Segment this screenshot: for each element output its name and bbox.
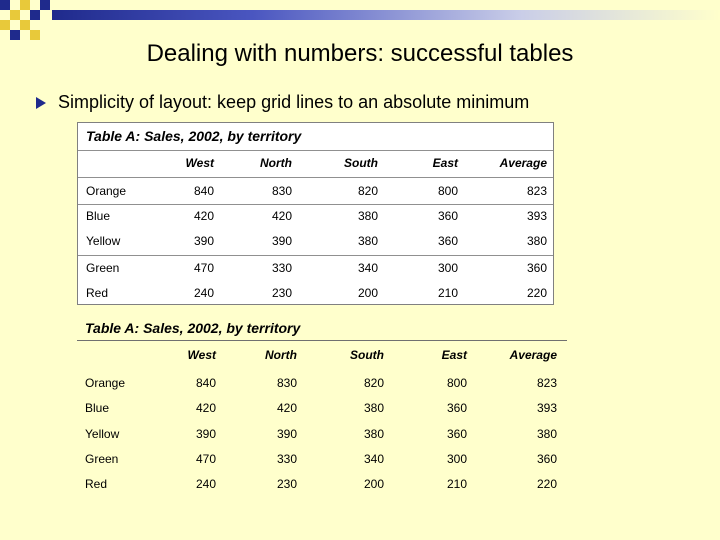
table-cell: 840 [195,376,216,390]
table-cell: 420 [193,209,214,223]
table-cell: 390 [195,427,216,441]
table-with-gridlines [77,122,554,305]
table-cell: 220 [526,286,547,300]
table-cell: 420 [195,401,216,415]
bullet-point [36,92,529,113]
row-label: Green [85,452,119,466]
bullet-text: Simplicity of layout: keep grid lines to an absolute minimum [58,92,530,112]
table-caption: Table A: Sales, 2002, by territory [85,320,301,336]
table-cell: 360 [446,401,467,415]
table-cell: 360 [437,234,458,248]
table-cell: 360 [536,452,557,466]
table-cell: 340 [363,452,384,466]
table-cell: 360 [526,261,547,275]
table-cell: 420 [276,401,297,415]
table-cell: 200 [357,286,378,300]
table-cell: 220 [536,477,557,491]
table-cell: 380 [357,209,378,223]
header-bar [52,10,720,20]
table-cell: 380 [536,427,557,441]
table-cell: 380 [363,427,384,441]
table-cell: 210 [437,286,458,300]
table-minimal-grid [77,318,567,498]
column-header: East [432,156,458,170]
grid-line [78,150,553,151]
table-cell: 823 [526,184,547,198]
column-header: West [185,156,214,170]
table-cell: 240 [193,286,214,300]
row-label: Blue [85,401,110,415]
row-label: Yellow [86,234,121,248]
table-cell: 340 [357,261,378,275]
table-cell: 200 [363,477,384,491]
row-label: Orange [85,376,126,390]
row-label: Red [86,286,109,300]
table-cell: 300 [437,261,458,275]
table-cell: 840 [193,184,214,198]
table-cell: 390 [276,427,297,441]
header-rule [77,340,567,341]
table-cell: 360 [437,209,458,223]
grid-line [78,255,553,256]
table-cell: 230 [271,286,292,300]
table-cell: 230 [276,477,297,491]
table-cell: 330 [271,261,292,275]
table-cell: 800 [437,184,458,198]
table-cell: 300 [446,452,467,466]
table-cell: 420 [271,209,292,223]
column-header: South [344,156,378,170]
slide-title: Dealing with numbers: successful tables [146,40,574,67]
table-cell: 240 [195,477,216,491]
table-cell: 390 [193,234,214,248]
table-cell: 800 [446,376,467,390]
row-label: Green [86,261,120,275]
table-caption: Table A: Sales, 2002, by territory [86,128,302,144]
table-cell: 330 [276,452,297,466]
table-cell: 210 [446,477,467,491]
grid-line [78,177,553,178]
table-cell: 380 [357,234,378,248]
grid-line [78,204,553,205]
column-header: Average [499,156,547,170]
table-cell: 830 [271,184,292,198]
table-cell: 360 [446,427,467,441]
table-cell: 823 [536,376,557,390]
row-label: Red [85,477,108,491]
column-header: West [187,348,216,362]
table-cell: 380 [526,234,547,248]
column-header: North [260,156,292,170]
column-header: South [350,348,384,362]
row-label: Yellow [85,427,120,441]
table-cell: 830 [276,376,297,390]
table-cell: 470 [193,261,214,275]
table-cell: 820 [357,184,378,198]
row-label: Blue [86,209,111,223]
column-header: Average [509,348,557,362]
column-header: East [441,348,467,362]
table-cell: 820 [363,376,384,390]
row-label: Orange [86,184,127,198]
table-cell: 470 [195,452,216,466]
table-cell: 380 [363,401,384,415]
table-cell: 390 [271,234,292,248]
column-header: North [265,348,297,362]
table-cell: 393 [526,209,547,223]
table-cell: 393 [536,401,557,415]
bullet-arrow-icon [36,97,46,109]
